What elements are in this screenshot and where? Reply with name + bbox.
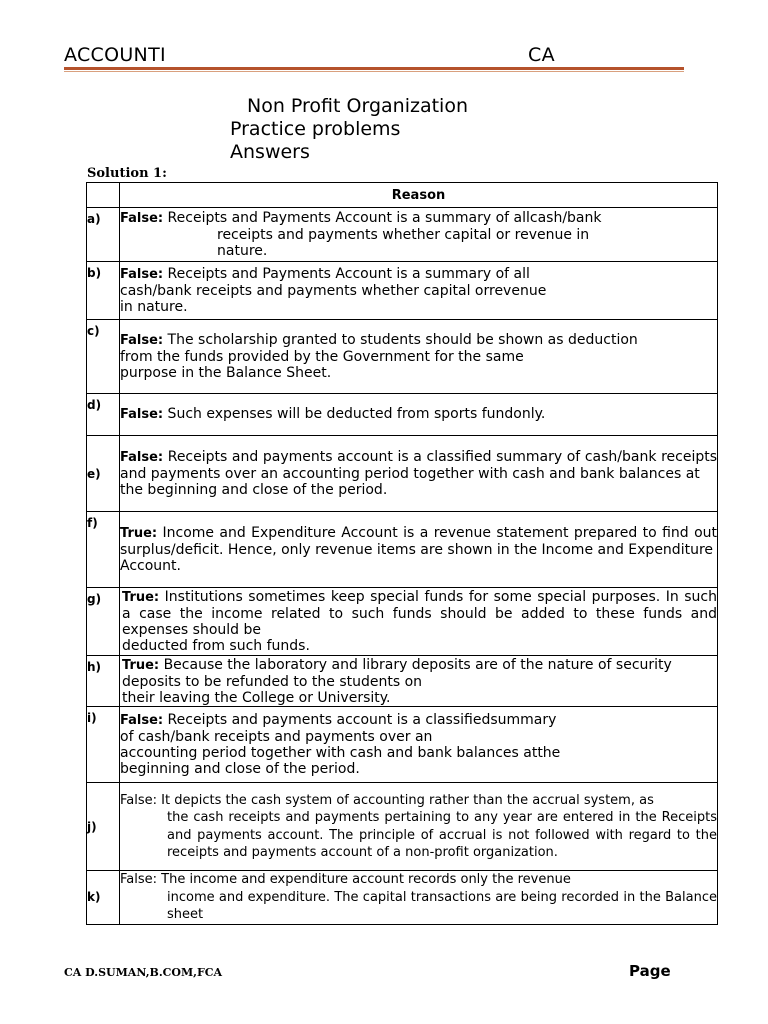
row-text-line: the beginning and close of the period.	[120, 482, 388, 498]
header-rule	[64, 67, 684, 70]
row-reason	[120, 512, 718, 588]
row-text-line: Institutions sometimes keep special funds for some special purposes. In such a case the income related to such funds should be added to these funds and expenses should be	[122, 589, 717, 638]
table-header-row	[87, 183, 718, 208]
row-text-line: in nature.	[120, 299, 188, 315]
row-tag: True:	[122, 657, 160, 673]
table-row	[87, 512, 718, 588]
row-reason	[120, 588, 718, 656]
row-label: i)	[87, 707, 120, 783]
row-text-line: deducted from such funds.	[122, 638, 310, 654]
table-row	[87, 208, 718, 262]
header-left-text: ACCOUNTI	[64, 44, 166, 66]
row-label: f)	[87, 512, 120, 588]
row-tag: False:	[120, 713, 164, 728]
header-rule-thin	[64, 71, 684, 72]
row-reason	[120, 707, 718, 783]
row-tag: True:	[122, 590, 160, 605]
row-text-line: Such expenses will be deducted from sports fundonly.	[163, 406, 546, 422]
row-label: j)	[87, 783, 120, 871]
row-reason	[120, 320, 718, 394]
row-text-line: purpose in the Balance Sheet.	[120, 365, 332, 381]
title-line-2: Practice problems	[230, 118, 401, 140]
header-right-text: CA	[528, 44, 555, 66]
footer-author: CA D.SUMAN,B.COM,FCA	[64, 966, 223, 979]
row-label: b)	[87, 262, 120, 320]
row-label: c)	[87, 320, 120, 394]
row-text-line: the cash receipts and payments pertaining to any year are entered in the Receipts and payments account. The principle of accrual is not followed with regard to the receipts and payments account of a non-profit organization.	[167, 810, 717, 860]
footer-page: Page	[629, 962, 671, 980]
solution-label: Solution 1:	[87, 166, 167, 181]
reason-header: Reason	[120, 183, 718, 208]
row-text-line: Receipts and payments account is a classifiedsummary	[163, 712, 557, 728]
row-text-line: False: It depicts the cash system of accounting rather than the accrual system, as	[120, 792, 654, 808]
row-text-line: Receipts and Payments Account is a summary of allcash/bank	[163, 210, 602, 226]
row-tag: False:	[120, 267, 164, 282]
row-text-line: cash/bank receipts and payments whether capital orrevenue	[120, 283, 547, 299]
table-row	[87, 320, 718, 394]
row-text-line: their leaving the College or University.	[122, 689, 391, 706]
table-row	[87, 394, 718, 436]
row-label: a)	[87, 208, 120, 262]
label-header-cell	[87, 183, 120, 208]
row-tag: False:	[120, 407, 164, 422]
row-tag: False:	[120, 450, 164, 465]
row-reason	[120, 783, 718, 871]
row-text-line: from the funds provided by the Government for the same	[120, 349, 524, 365]
row-reason	[120, 871, 718, 925]
table-row	[87, 707, 718, 783]
row-tag: False:	[120, 211, 164, 226]
row-text-line: accounting period together with cash and bank balances atthe	[120, 745, 561, 761]
answers-table	[86, 182, 718, 925]
row-label: d)	[87, 394, 120, 436]
row-text-line: receipts and payments whether capital or revenue in	[217, 227, 590, 243]
row-text-line: of cash/bank receipts and payments over an	[120, 729, 433, 745]
table-row	[87, 656, 718, 707]
title-line-3: Answers	[230, 141, 310, 163]
row-reason	[120, 262, 718, 320]
row-text-line: Account.	[120, 558, 181, 574]
table-row	[87, 262, 718, 320]
row-reason	[120, 394, 718, 436]
row-text-line: beginning and close of the period.	[120, 761, 360, 777]
table-row	[87, 871, 718, 925]
row-text-line: The scholarship granted to students should be shown as deduction	[163, 332, 638, 348]
row-label: e)	[87, 436, 120, 512]
row-reason	[120, 656, 718, 707]
row-tag: False:	[120, 333, 164, 348]
row-reason	[120, 208, 718, 262]
row-text-line: Income and Expenditure Account is a revenue statement prepared to find out surplus/deficit. Hence, only revenue items are shown in the Income and Expenditure	[120, 525, 717, 558]
table-row	[87, 588, 718, 656]
row-text-line: nature.	[217, 243, 268, 259]
title-line-1: Non Profit Organization	[247, 95, 468, 117]
row-text-line: False: The income and expenditure account records only the revenue	[120, 872, 571, 887]
row-reason	[120, 436, 718, 512]
row-tag: True:	[120, 526, 158, 541]
table-row	[87, 436, 718, 512]
row-text-line: Receipts and Payments Account is a summary of all	[163, 266, 530, 282]
row-label: h)	[87, 656, 120, 707]
row-label: k)	[87, 871, 120, 925]
row-label: g)	[87, 588, 120, 656]
table-row	[87, 783, 718, 871]
row-text-line: Receipts and payments account is a classified summary of cash/bank receipts and payments over an accounting period together with cash and bank balances at	[120, 449, 717, 482]
row-text-line: Because the laboratory and library deposits are of the nature of security deposits to be refunded to the students on	[122, 656, 672, 690]
row-text-line: income and expenditure. The capital transactions are being recorded in the Balance sheet	[167, 889, 717, 922]
